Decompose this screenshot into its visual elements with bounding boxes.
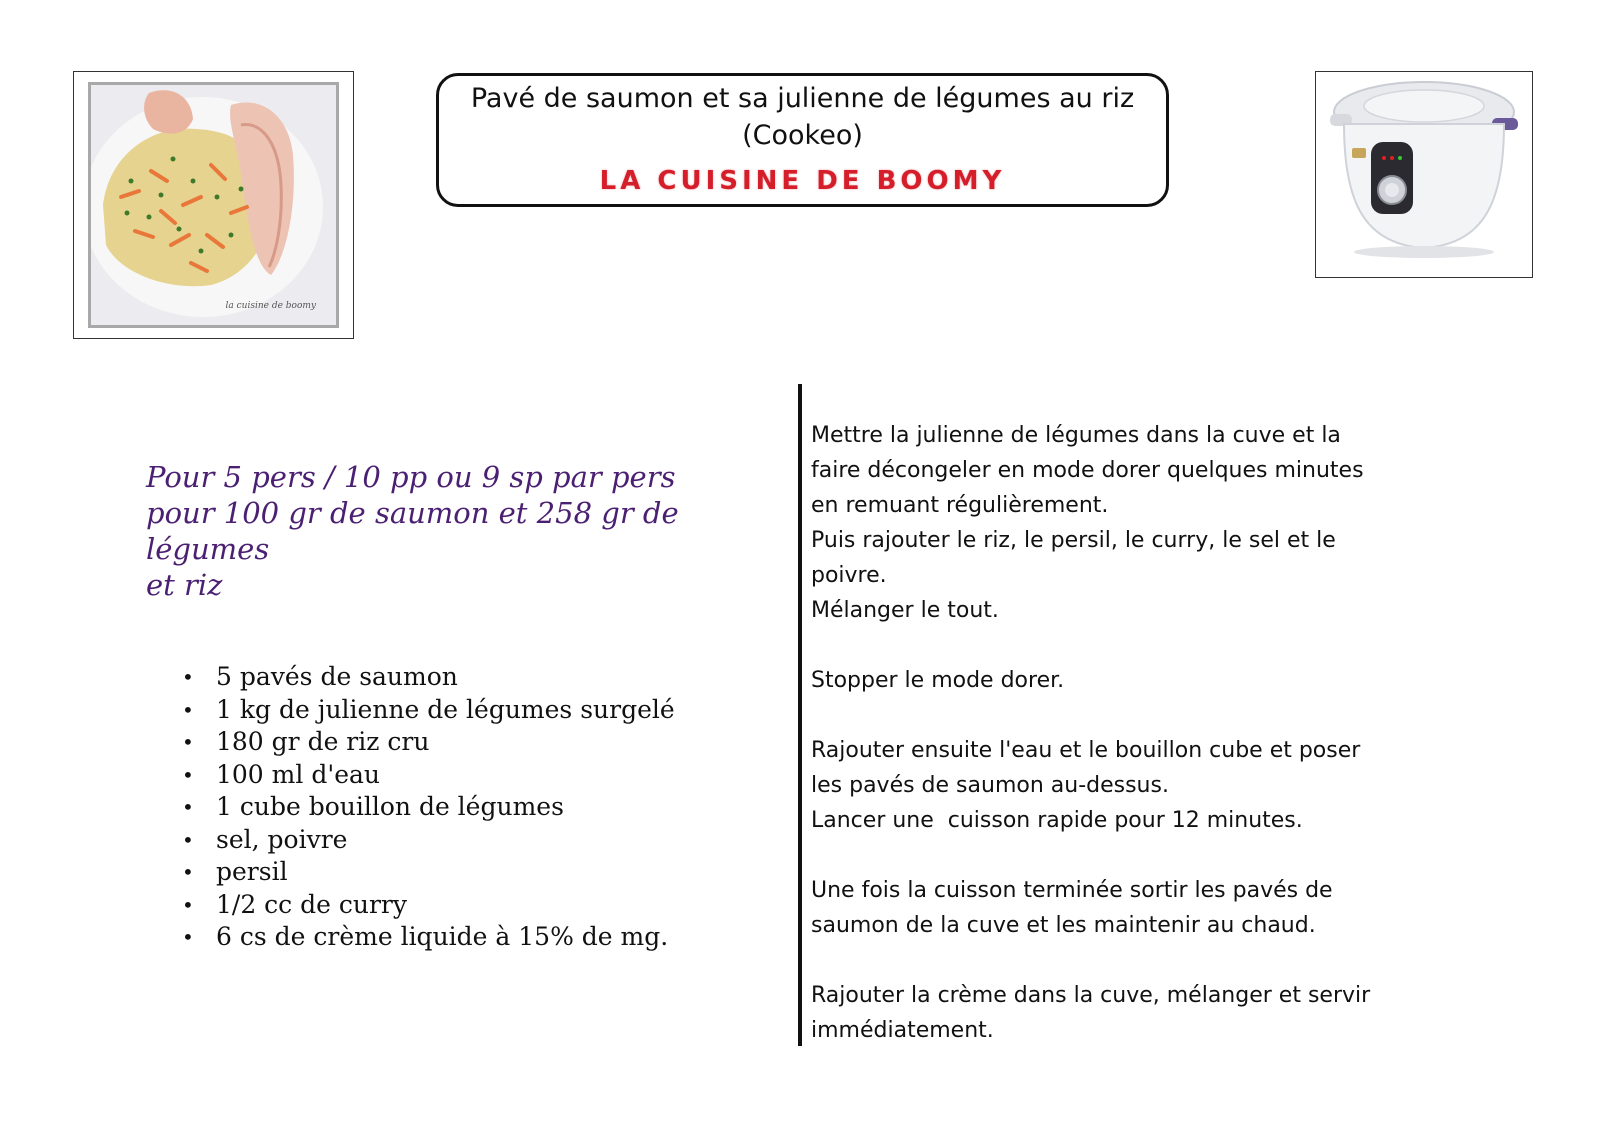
photo-caption: la cuisine de boomy	[225, 301, 316, 311]
instructions	[811, 418, 1431, 1048]
instruction-line: Lancer une cuisson rapide pour 12 minutes.	[811, 808, 1303, 833]
ingredient-item: • persil	[180, 856, 675, 889]
servings-line: pour 100 gr de saumon et 258 gr de légumes	[146, 496, 679, 566]
instruction-line: Rajouter ensuite l'eau et le bouillon cube et poser	[811, 738, 1361, 763]
recipe-subtitle: (Cookeo)	[742, 120, 863, 151]
ingredient-item: • 1 kg de julienne de légumes surgelé	[180, 694, 675, 727]
instruction-line: Puis rajouter le riz, le persil, le curry, le sel et le	[811, 528, 1336, 553]
instruction-line: poivre.	[811, 563, 887, 588]
column-divider	[798, 384, 802, 1046]
ingredient-item: • 5 pavés de saumon	[180, 661, 675, 694]
ingredients-list	[180, 661, 675, 954]
instruction-line: Une fois la cuisson terminée sortir les pavés de	[811, 878, 1333, 903]
paragraph-gap	[811, 628, 1431, 663]
recipe-title: Pavé de saumon et sa julienne de légumes au riz	[470, 83, 1135, 114]
ingredient-item: • 1/2 cc de curry	[180, 889, 675, 922]
servings-info	[146, 459, 786, 603]
instruction-line: les pavés de saumon au-dessus.	[811, 773, 1169, 798]
paragraph-gap	[811, 698, 1431, 733]
servings-line: et riz	[146, 568, 223, 602]
instruction-line: en remuant régulièrement.	[811, 493, 1109, 518]
paragraph-gap	[811, 943, 1431, 978]
cookeo-appliance-icon	[1316, 72, 1532, 277]
paragraph-gap	[811, 838, 1431, 873]
instruction-line: Mettre la julienne de légumes dans la cuve et la	[811, 423, 1341, 448]
dish-photo-icon	[91, 85, 336, 325]
instruction-line: Rajouter la crème dans la cuve, mélanger et servir	[811, 983, 1371, 1008]
servings-line: Pour 5 pers / 10 pp ou 9 sp par pers	[146, 460, 676, 494]
instruction-line: saumon de la cuve et les maintenir au chaud.	[811, 913, 1316, 938]
instruction-line: Mélanger le tout.	[811, 598, 999, 623]
instruction-line: Stopper le mode dorer.	[811, 668, 1065, 693]
dish-photo	[88, 82, 339, 328]
instruction-line: immédiatement.	[811, 1018, 994, 1043]
instruction-line: faire décongeler en mode dorer quelques minutes	[811, 458, 1364, 483]
ingredient-item: • 1 cube bouillon de légumes	[180, 791, 675, 824]
ingredient-item: • sel, poivre	[180, 824, 675, 857]
dish-photo-frame	[73, 71, 354, 339]
ingredient-item: • 100 ml d'eau	[180, 759, 675, 792]
appliance-photo-frame	[1315, 71, 1533, 278]
ingredient-item: • 180 gr de riz cru	[180, 726, 675, 759]
brand-name: LA CUISINE DE BOOMY	[599, 166, 1006, 196]
ingredient-item: • 6 cs de crème liquide à 15% de mg.	[180, 921, 675, 954]
recipe-title-box	[436, 73, 1169, 207]
